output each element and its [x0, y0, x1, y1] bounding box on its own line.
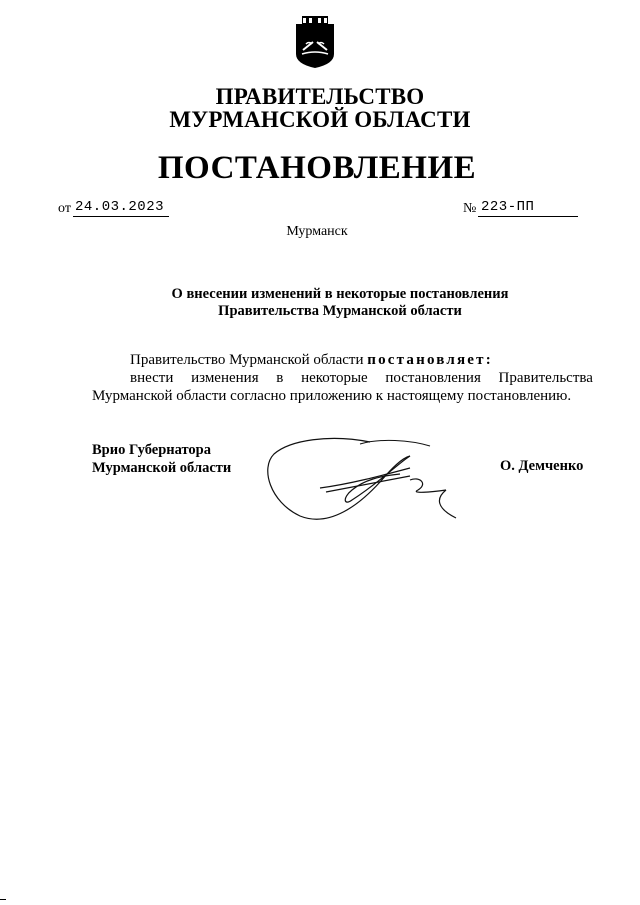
body-paragraph-line1 [130, 351, 493, 369]
body-word: Правительства [498, 370, 593, 386]
signatory-position-line1: Врио Губернатора [92, 442, 211, 458]
body-text: Правительство Мурманской области [130, 352, 364, 368]
page-edge-mark [0, 899, 6, 900]
document-date: 24.03.2023 [75, 199, 165, 215]
body-word: в [276, 370, 284, 386]
signatory-name: О. Демченко [500, 458, 584, 474]
document-type-title: ПОСТАНОВЛЕНИЕ [157, 150, 477, 186]
date-underline [73, 216, 169, 217]
number-underline [478, 216, 578, 217]
body-word: некоторые [301, 370, 368, 386]
date-label: от [58, 201, 71, 216]
document-number: 223-ПП [481, 199, 535, 215]
body-paragraph-line2 [130, 369, 593, 387]
coat-of-arms-icon [294, 16, 336, 68]
body-decree-word: постановляет: [367, 352, 493, 368]
organization-name-line2: МУРМАНСКОЙ ОБЛАСТИ [169, 107, 471, 132]
body-word: постановления [385, 370, 481, 386]
number-label: № [463, 201, 477, 216]
city-name: Мурманск [286, 224, 348, 239]
handwritten-signature-icon [260, 432, 460, 524]
body-word: изменения [191, 370, 259, 386]
organization-name-line1: ПРАВИТЕЛЬСТВО [215, 84, 425, 109]
signatory-position-line2: Мурманской области [92, 460, 232, 476]
body-word: внести [130, 370, 174, 386]
body-paragraph-line3: Мурманской области согласно приложению к настоящему постановлению. [92, 388, 572, 404]
subject-line2: Правительства Мурманской области [218, 303, 462, 319]
subject-line1: О внесении изменений в некоторые постановления [171, 286, 509, 302]
